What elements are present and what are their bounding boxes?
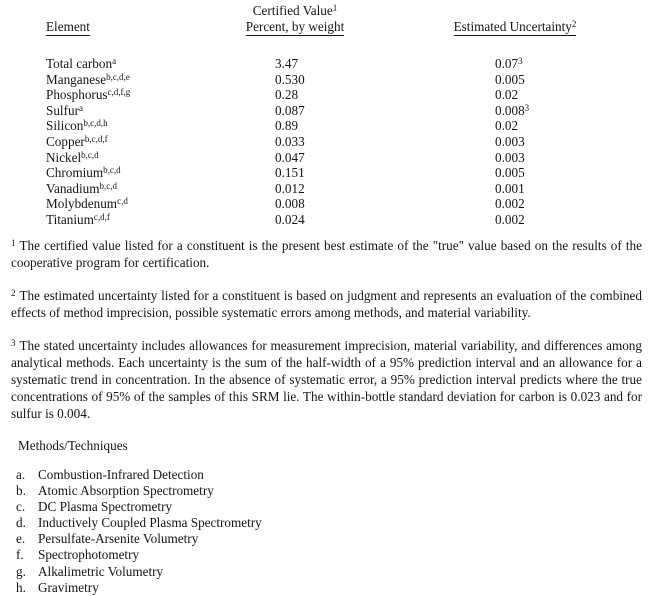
table-row	[0, 72, 652, 88]
certified-value-cell	[275, 103, 495, 119]
element-name-cell	[46, 103, 275, 119]
element-name-cell	[46, 72, 275, 88]
certified-value-cell	[275, 134, 495, 150]
method-label: Combustion-Infrared Detection	[38, 466, 204, 482]
method-label: Gravimetry	[38, 579, 99, 595]
estimated-uncertainty-header-label	[454, 19, 577, 36]
method-letter: e.	[16, 531, 26, 547]
estimated-uncertainty-value: 0.003	[495, 133, 525, 149]
footnote-marker: 1	[11, 237, 16, 248]
certified-value-cell	[275, 212, 495, 228]
certified-value-cell	[275, 165, 495, 181]
certified-value-header-label: Certified Value	[252, 3, 333, 18]
certified-values-table	[0, 56, 652, 228]
table-row	[0, 196, 652, 212]
certified-value-cell	[275, 118, 495, 134]
estimated-uncertainty-cell	[495, 72, 652, 88]
estimated-uncertainty-value: 0.001	[495, 180, 525, 196]
certified-value: 0.087	[275, 102, 305, 118]
method-item	[0, 564, 652, 580]
method-item	[0, 531, 652, 547]
methods-section	[0, 438, 652, 596]
method-label: Alkalimetric Volumetry	[38, 563, 164, 579]
method-item	[0, 467, 652, 483]
estimated-uncertainty-value: 0.003	[495, 149, 525, 165]
footnote	[11, 237, 642, 271]
estimated-uncertainty-value: 0.005	[495, 71, 525, 87]
certified-value: 0.012	[275, 180, 305, 196]
estimated-uncertainty-cell	[495, 212, 652, 228]
certified-value-cell	[275, 150, 495, 166]
method-letter: f.	[16, 547, 24, 563]
certified-value: 0.033	[275, 133, 305, 149]
estimated-uncertainty-header-sup: 2	[571, 19, 577, 29]
element-name-cell	[46, 56, 275, 72]
method-letter: h.	[16, 579, 26, 595]
method-item	[0, 547, 652, 563]
certified-value: 0.28	[275, 87, 299, 103]
method-letter: c.	[16, 498, 26, 514]
element-methods-sup: b,c,d	[81, 149, 99, 160]
methods-list	[0, 467, 652, 596]
estimated-uncertainty-cell	[495, 56, 652, 72]
element-name: Sulfur	[46, 102, 79, 118]
table-row	[0, 212, 652, 228]
element-name-cell	[46, 87, 275, 103]
element-header	[46, 19, 90, 35]
estimated-uncertainty-header-text: Estimated Uncertainty	[453, 19, 572, 34]
element-methods-sup: b,c,d,h	[83, 118, 108, 129]
element-methods-sup: b,c,d	[103, 165, 121, 176]
method-label: Spectrophotometry	[38, 547, 140, 563]
element-name-cell	[46, 118, 275, 134]
element-name: Titanium	[46, 211, 94, 227]
element-methods-sup: a	[112, 56, 117, 66]
footnote-text: The certified value listed for a constituent is the present best estimate of the "true" value based on the results of the cooperative program for certification.	[11, 237, 642, 270]
table-row	[0, 56, 652, 72]
element-name-cell	[46, 134, 275, 150]
method-letter: d.	[16, 515, 26, 531]
element-name-cell	[46, 181, 275, 197]
element-methods-sup: b,c,d	[99, 180, 117, 191]
certified-value-cell	[275, 196, 495, 212]
uncertainty-footnote-sup: 3	[524, 102, 530, 113]
element-name: Total carbon	[46, 56, 113, 71]
table-row	[0, 103, 652, 119]
element-methods-sup: b,c,d,f	[84, 133, 108, 144]
method-item	[0, 499, 652, 515]
method-label: Persulfate-Arsenite Volumetry	[38, 531, 199, 547]
estimated-uncertainty-cell	[495, 150, 652, 166]
table-row	[0, 118, 652, 134]
estimated-uncertainty-value: 0.07	[495, 56, 519, 71]
footnote-text: The estimated uncertainty listed for a constituent is based on judgment and represents an evaluation of the combined effects of method imprecision, possible systematic errors among methods, and material variability.	[11, 287, 642, 320]
element-methods-sup: a	[78, 102, 83, 113]
certified-value: 0.151	[275, 165, 305, 181]
element-name: Molybdenum	[46, 196, 118, 212]
element-methods-sup: c,d,f,g	[107, 87, 131, 98]
element-name: Nickel	[46, 149, 82, 165]
element-name-cell	[46, 212, 275, 228]
estimated-uncertainty-cell	[495, 103, 652, 119]
footnotes	[11, 237, 642, 422]
method-item	[0, 483, 652, 499]
method-letter: g.	[16, 563, 26, 579]
uncertainty-footnote-sup: 3	[518, 56, 523, 66]
certified-value-cell	[275, 56, 495, 72]
certified-value: 3.47	[275, 56, 299, 71]
footnote	[11, 287, 642, 321]
element-name: Silicon	[46, 118, 84, 134]
footnote-text: The stated uncertainty includes allowances for measurement imprecision, material variability, and differences among analytical methods. Each uncertainty is the sum of the half-width of a 95% prediction interval and an allowance for a systematic trend in concentration. In the absence of systematic error, a 95% prediction interval predicts where the true concentrations of 95% of the samples of this SRM lie. The within-bottle standard deviation for carbon is 0.023 and for sulfur is 0.004.	[11, 337, 642, 421]
methods-title: Methods/Techniques	[18, 437, 128, 453]
element-methods-sup: c,d	[117, 196, 128, 207]
element-name: Copper	[46, 133, 85, 149]
estimated-uncertainty-value: 0.002	[495, 211, 525, 227]
method-item	[0, 515, 652, 531]
table-row	[0, 181, 652, 197]
element-name: Vanadium	[46, 180, 100, 196]
element-methods-sup: b,c,d,e	[106, 71, 130, 82]
percent-by-weight-header	[228, 19, 362, 35]
estimated-uncertainty-value: 0.002	[495, 196, 525, 212]
element-name: Manganese	[46, 71, 107, 87]
table-row	[0, 134, 652, 150]
certified-value-cell	[275, 87, 495, 103]
table-header	[0, 0, 652, 36]
method-letter: b.	[16, 482, 26, 498]
element-name-cell	[46, 165, 275, 181]
method-label: Atomic Absorption Spectrometry	[38, 482, 214, 498]
element-name: Chromium	[46, 165, 104, 181]
element-name-cell	[46, 196, 275, 212]
certified-value-header-sup: 1	[332, 3, 338, 13]
element-header-label: Element	[46, 19, 90, 34]
certified-value: 0.047	[275, 149, 305, 165]
method-letter: a.	[16, 466, 26, 482]
element-name: Phosphorus	[46, 87, 108, 103]
table-row	[0, 150, 652, 166]
estimated-uncertainty-cell	[495, 165, 652, 181]
element-name-cell	[46, 150, 275, 166]
estimated-uncertainty-cell	[495, 87, 652, 103]
estimated-uncertainty-value: 0.02	[495, 118, 519, 134]
footnote	[11, 337, 642, 422]
table-row	[0, 87, 652, 103]
estimated-uncertainty-header	[430, 19, 600, 35]
certified-value: 0.89	[275, 118, 299, 134]
estimated-uncertainty-value: 0.005	[495, 165, 525, 181]
certified-value: 0.008	[275, 196, 305, 212]
element-methods-sup: c,d,f	[93, 211, 110, 222]
estimated-uncertainty-cell	[495, 118, 652, 134]
percent-by-weight-header-label: Percent, by weight	[245, 19, 345, 34]
estimated-uncertainty-cell	[495, 134, 652, 150]
estimated-uncertainty-cell	[495, 181, 652, 197]
footnote-marker: 3	[11, 337, 16, 348]
method-label: DC Plasma Spectrometry	[38, 498, 173, 514]
estimated-uncertainty-cell	[495, 196, 652, 212]
method-item	[0, 580, 652, 596]
method-label: Inductively Coupled Plasma Spectrometry	[38, 515, 262, 531]
certified-value-cell	[275, 72, 495, 88]
estimated-uncertainty-value: 0.008	[495, 102, 525, 118]
certified-value: 0.024	[275, 211, 305, 227]
footnote-marker: 2	[11, 287, 16, 298]
certified-value-header	[228, 3, 362, 19]
certified-value: 0.530	[275, 71, 305, 87]
certified-value-cell	[275, 181, 495, 197]
estimated-uncertainty-value: 0.02	[495, 87, 519, 103]
table-row	[0, 165, 652, 181]
